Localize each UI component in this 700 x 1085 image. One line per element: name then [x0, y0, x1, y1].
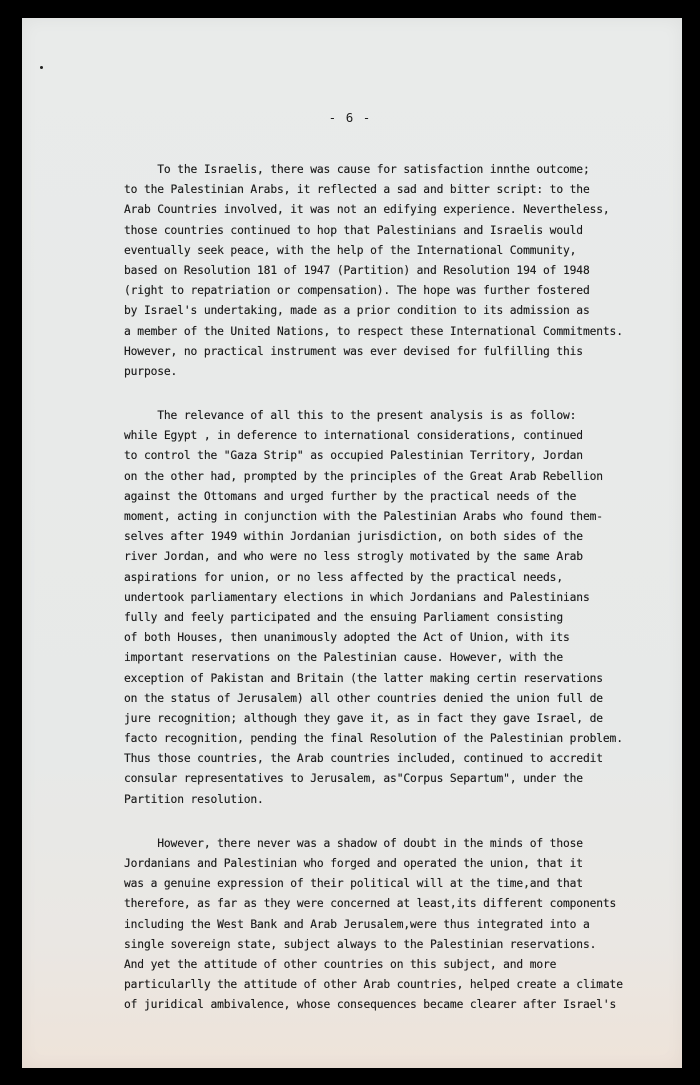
text-line: Thus those countries, the Arab countries included, continued to accredit	[124, 752, 603, 766]
text-line: To the Israelis, there was cause for satisfaction innthe outcome;	[124, 163, 590, 176]
text-line: eventually seek peace, with the help of the International Community,	[124, 243, 577, 257]
text-line: particularlly the attitude of other Arab countries, helped create a climate	[124, 978, 623, 992]
text-line: selves after 1949 within Jordanian jurisdiction, on both sides of the	[124, 530, 583, 544]
text-line: However, no practical instrument was ever devised for fulfilling this	[124, 344, 583, 358]
text-line: fully and feely participated and the ensuing Parliament consisting	[124, 610, 563, 624]
text-line: jure recognition; although they gave it, as in fact they gave Israel, de	[124, 711, 603, 725]
text-line: to control the "Gaza Strip" as occupied Palestinian Territory, Jordan	[124, 449, 583, 463]
text-line: exception of Pakistan and Britain (the latter making certin reservations	[124, 671, 603, 685]
paper-speck	[40, 66, 43, 69]
text-line: of juridical ambivalence, whose consequences became clearer after Israel's	[124, 998, 617, 1012]
text-line: However, there never was a shadow of doubt in the minds of those	[124, 836, 583, 850]
text-line: (right to repatriation or compensation). The hope was further fostered	[124, 284, 590, 298]
text-line: facto recognition, pending the final Resolution of the Palestinian problem.	[124, 732, 623, 746]
text-line: aspirations for union, or no less affected by the practical needs,	[124, 570, 563, 584]
text-line: a member of the United Nations, to respect these International Commitments.	[124, 324, 623, 338]
text-line: The relevance of all this to the present analysis is as follow:	[124, 409, 577, 423]
text-line: Arab Countries involved, it was not an edifying experience. Nevertheless,	[124, 203, 610, 217]
paragraph-1	[124, 160, 664, 382]
text-line: of both Houses, then unanimously adopted the Act of Union, with its	[124, 631, 570, 645]
text-line: undertook parliamentary elections in which Jordanians and Palestinians	[124, 590, 590, 604]
text-line: to the Palestinian Arabs, it reflected a sad and bitter script: to the	[124, 183, 590, 197]
text-line: Jordanians and Palestinian who forged and operated the union, that it	[124, 857, 583, 870]
text-line: including the West Bank and Arab Jerusalem,were thus integrated into a	[124, 917, 590, 931]
text-line: on the other had, prompted by the principles of the Great Arab Rebellion	[124, 469, 603, 483]
text-line: river Jordan, and who were no less strogly motivated by the same Arab	[124, 550, 583, 564]
text-line: moment, acting in conjunction with the Palestinian Arabs who found them-	[124, 510, 603, 523]
text-line: against the Ottomans and urged further by the practical needs of the	[124, 489, 577, 503]
text-line: by Israel's undertaking, made as a prior condition to its admission as	[124, 304, 590, 318]
text-line: while Egypt , in deference to international considerations, continued	[124, 429, 583, 443]
text-line: And yet the attitude of other countries on this subject, and more	[124, 957, 557, 971]
text-line: important reservations on the Palestinian cause. However, with the	[124, 651, 563, 665]
page-number: - 6 -	[328, 110, 372, 125]
text-line: Partition resolution.	[124, 792, 264, 806]
paragraph-3	[124, 834, 664, 1016]
text-line: was a genuine expression of their political will at the time,and that	[124, 877, 583, 891]
text-line: therefore, as far as they were concerned at least,its different components	[124, 897, 617, 911]
text-line: those countries continued to hop that Palestinians and Israelis would	[124, 223, 583, 237]
text-line: based on Resolution 181 of 1947 (Partition) and Resolution 194 of 1948	[124, 263, 590, 277]
text-line: purpose.	[124, 364, 178, 378]
text-line: single sovereign state, subject always to the Palestinian reservations.	[124, 937, 597, 951]
document-body	[124, 160, 664, 1040]
text-line: on the status of Jerusalem) all other countries denied the union full de	[124, 691, 603, 705]
text-line: consular representatives to Jerusalem, as"Corpus Separtum", under the	[124, 772, 583, 786]
paragraph-2	[124, 406, 664, 810]
